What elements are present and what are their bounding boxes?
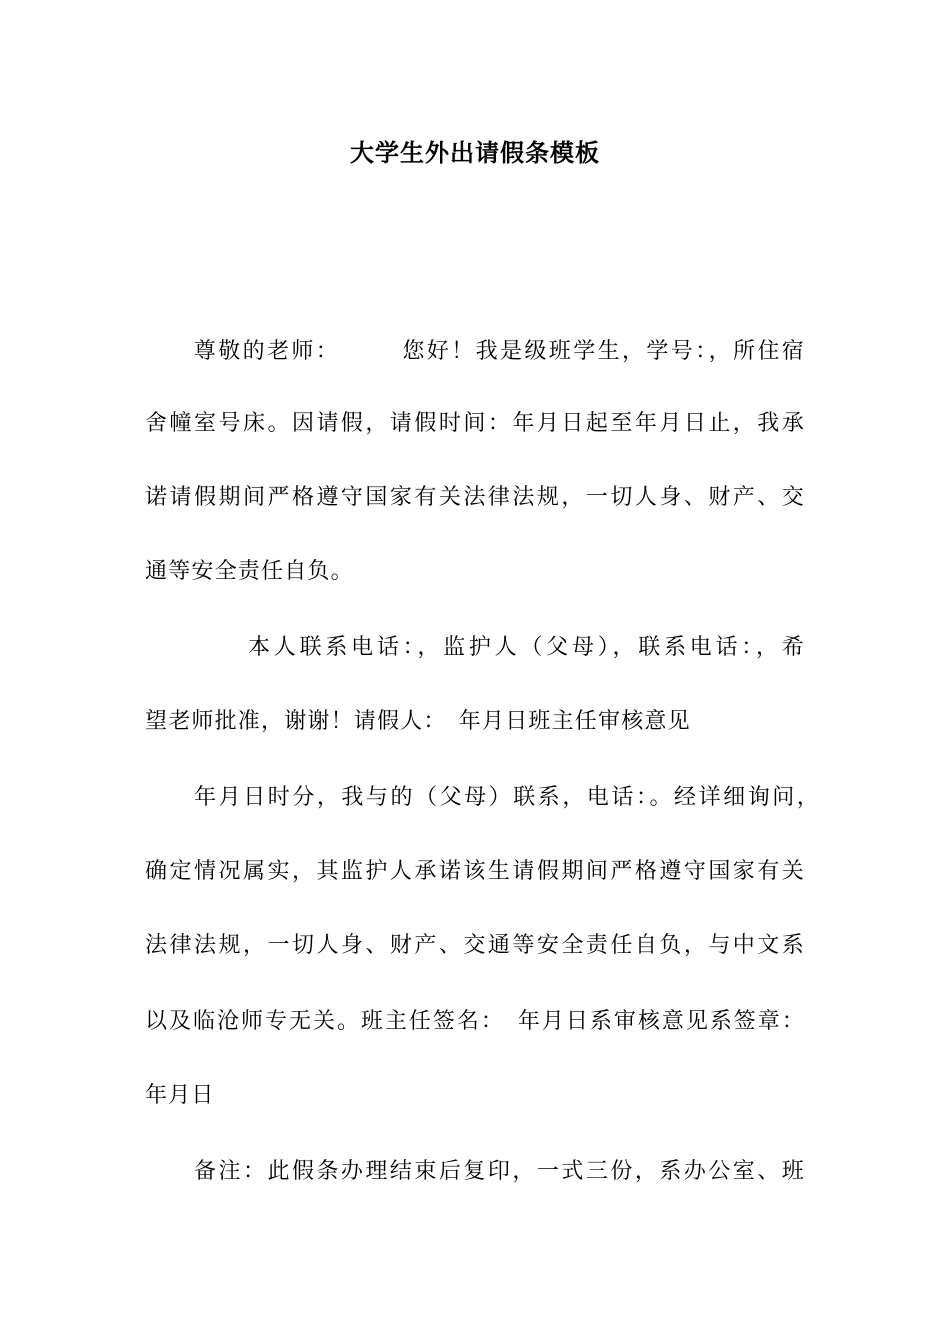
paragraph-line: 舍幢室号床。因请假，请假时间：年月日起至年月日止，我承 <box>145 411 805 436</box>
paragraph-line: 诺请假期间严格遵守国家有关法律法规，一切人身、财产、交 <box>145 485 805 510</box>
paragraph-line: 确定情况属实，其监护人承诺该生请假期间严格遵守国家有关 <box>145 859 805 884</box>
paragraph-line: 以及临沧师专无关。班主任签名： 年月日系审核意见系签章： <box>145 1009 805 1034</box>
paragraph-line: 尊敬的老师： 您好！我是级班学生，学号：，所住宿 <box>145 339 805 364</box>
paragraph-line: 通等安全责任自负。 <box>145 559 354 584</box>
paragraph-line: 本人联系电话：，监护人（父母），联系电话：，希 <box>145 635 805 660</box>
paragraph-line: 备注：此假条办理结束后复印，一式三份，系办公室、班 <box>145 1159 805 1184</box>
paragraph-line: 法律法规，一切人身、财产、交通等安全责任自负，与中文系 <box>145 933 805 958</box>
paragraph-line: 望老师批准，谢谢！请假人： 年月日班主任审核意见 <box>145 709 691 734</box>
paragraph-line: 年月日时分，我与的（父母）联系，电话：。经详细询问， <box>145 785 820 810</box>
paragraph-line: 年月日 <box>145 1083 215 1108</box>
document-title: 大学生外出请假条模板 <box>350 138 600 167</box>
